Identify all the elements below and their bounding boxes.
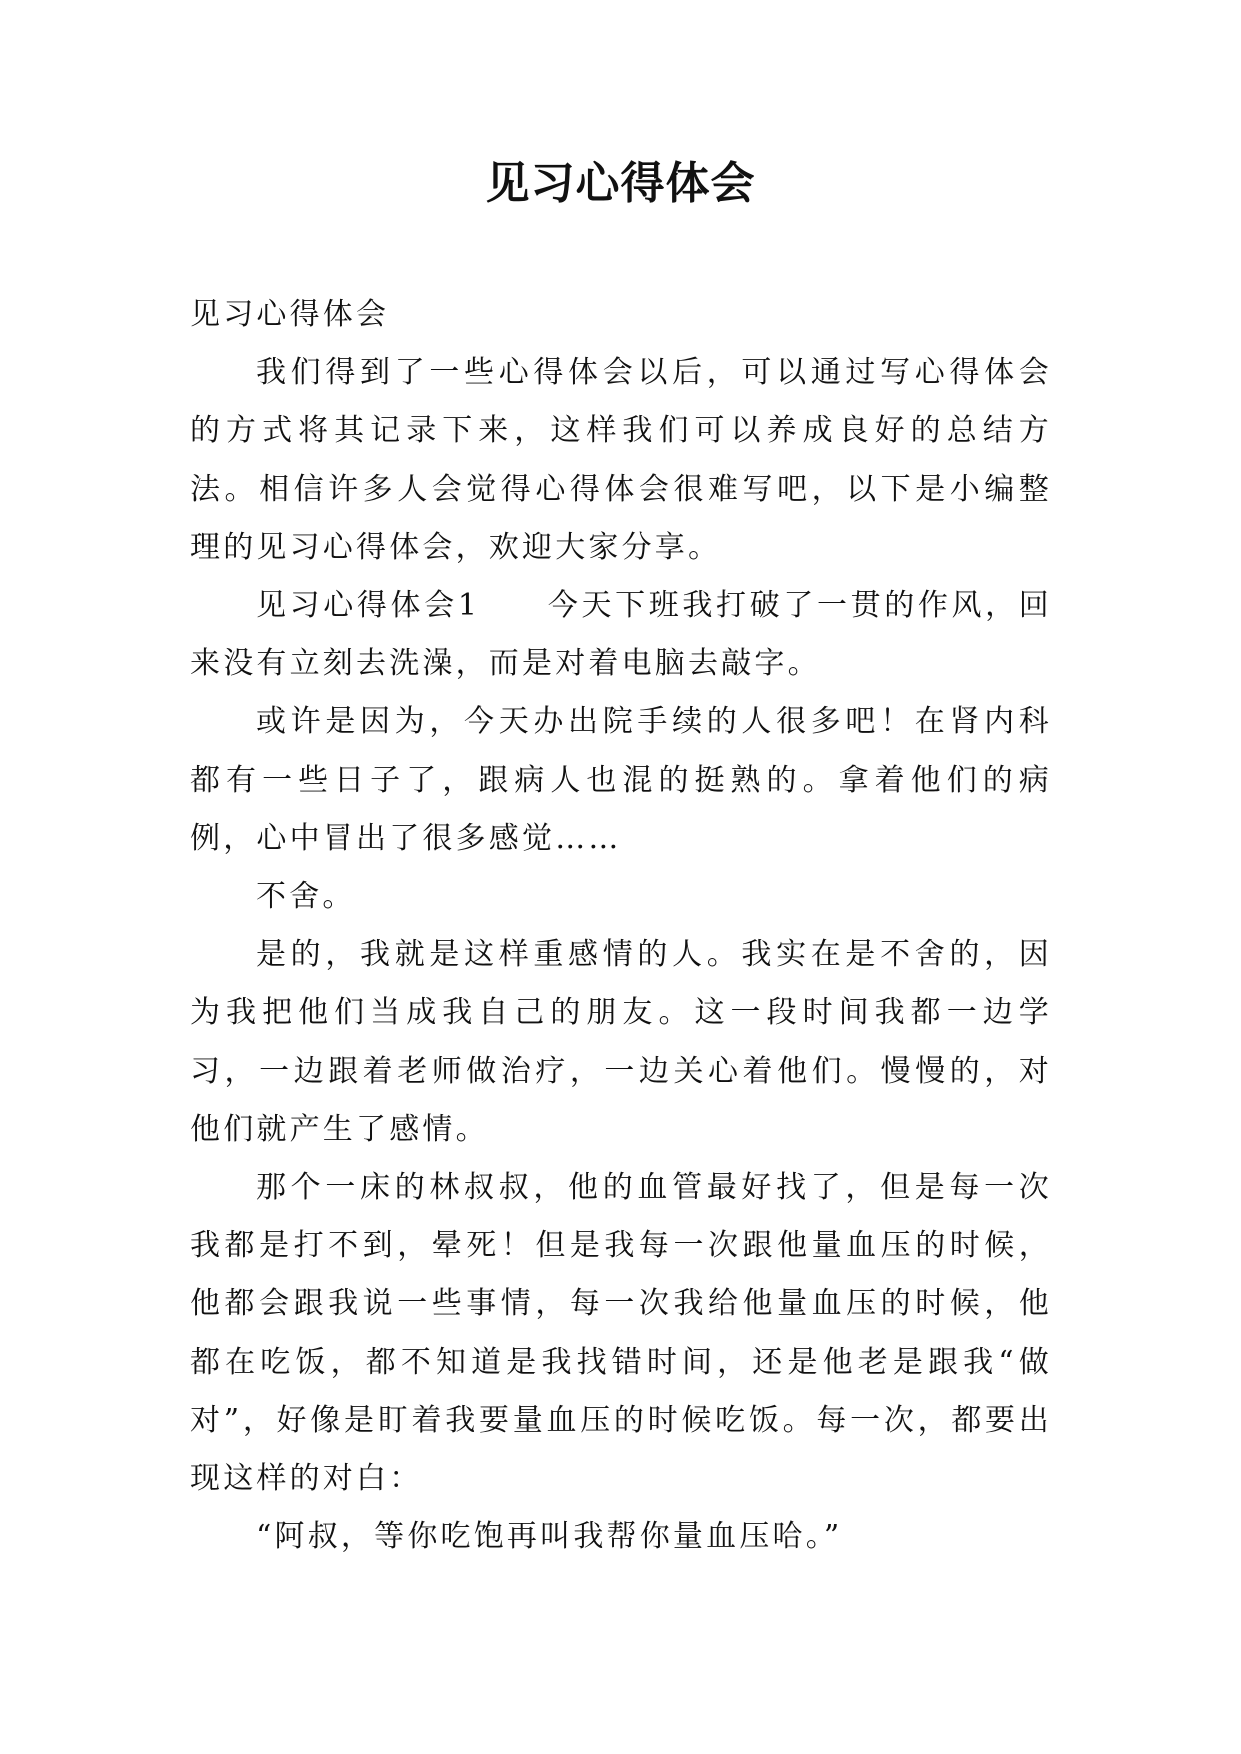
paragraph-heading: 见习心得体会: [190, 297, 390, 332]
paragraph: 是的，我就是这样重感情的人。我实在是不舍的，因为我把他们当成我自己的朋友。这一段时间我都一边学习，一边跟着老师做治疗，一边关心着他们。慢慢的，对他们就产生了感情。: [190, 937, 1052, 1147]
paragraph: 不舍。: [256, 879, 356, 915]
paragraph: 或许是因为，今天办出院手续的人很多吧！在肾内科都有一些日子了，跟病人也混的挺熟的。拿着他们的病例，心中冒出了很多感觉……: [190, 704, 1052, 856]
paragraph: “阿叔，等你吃饱再叫我帮你量血压哈。”: [256, 1519, 843, 1555]
paragraph: 见习心得体会1 今天下班我打破了一贯的作风，回来没有立刻去洗澡，而是对着电脑去敲字。: [190, 588, 1052, 682]
document-body: [190, 286, 1052, 1566]
document-title: 见习心得体会: [485, 158, 756, 209]
paragraph: 那个一床的林叔叔，他的血管最好找了，但是每一次我都是打不到，晕死！但是我每一次跟他量血压的时候，他都会跟我说一些事情，每一次我给他量血压的时候，他都在吃饭，都不知道是我找错时间，还是他老是跟我“做对”，好像是盯着我要量血压的时候吃饭。每一次，都要出现这样的对白：: [190, 1170, 1052, 1497]
paragraph: 我们得到了一些心得体会以后，可以通过写心得体会的方式将其记录下来，这样我们可以养成良好的总结方法。相信许多人会觉得心得体会很难写吧，以下是小编整理的见习心得体会，欢迎大家分享。: [190, 355, 1052, 565]
